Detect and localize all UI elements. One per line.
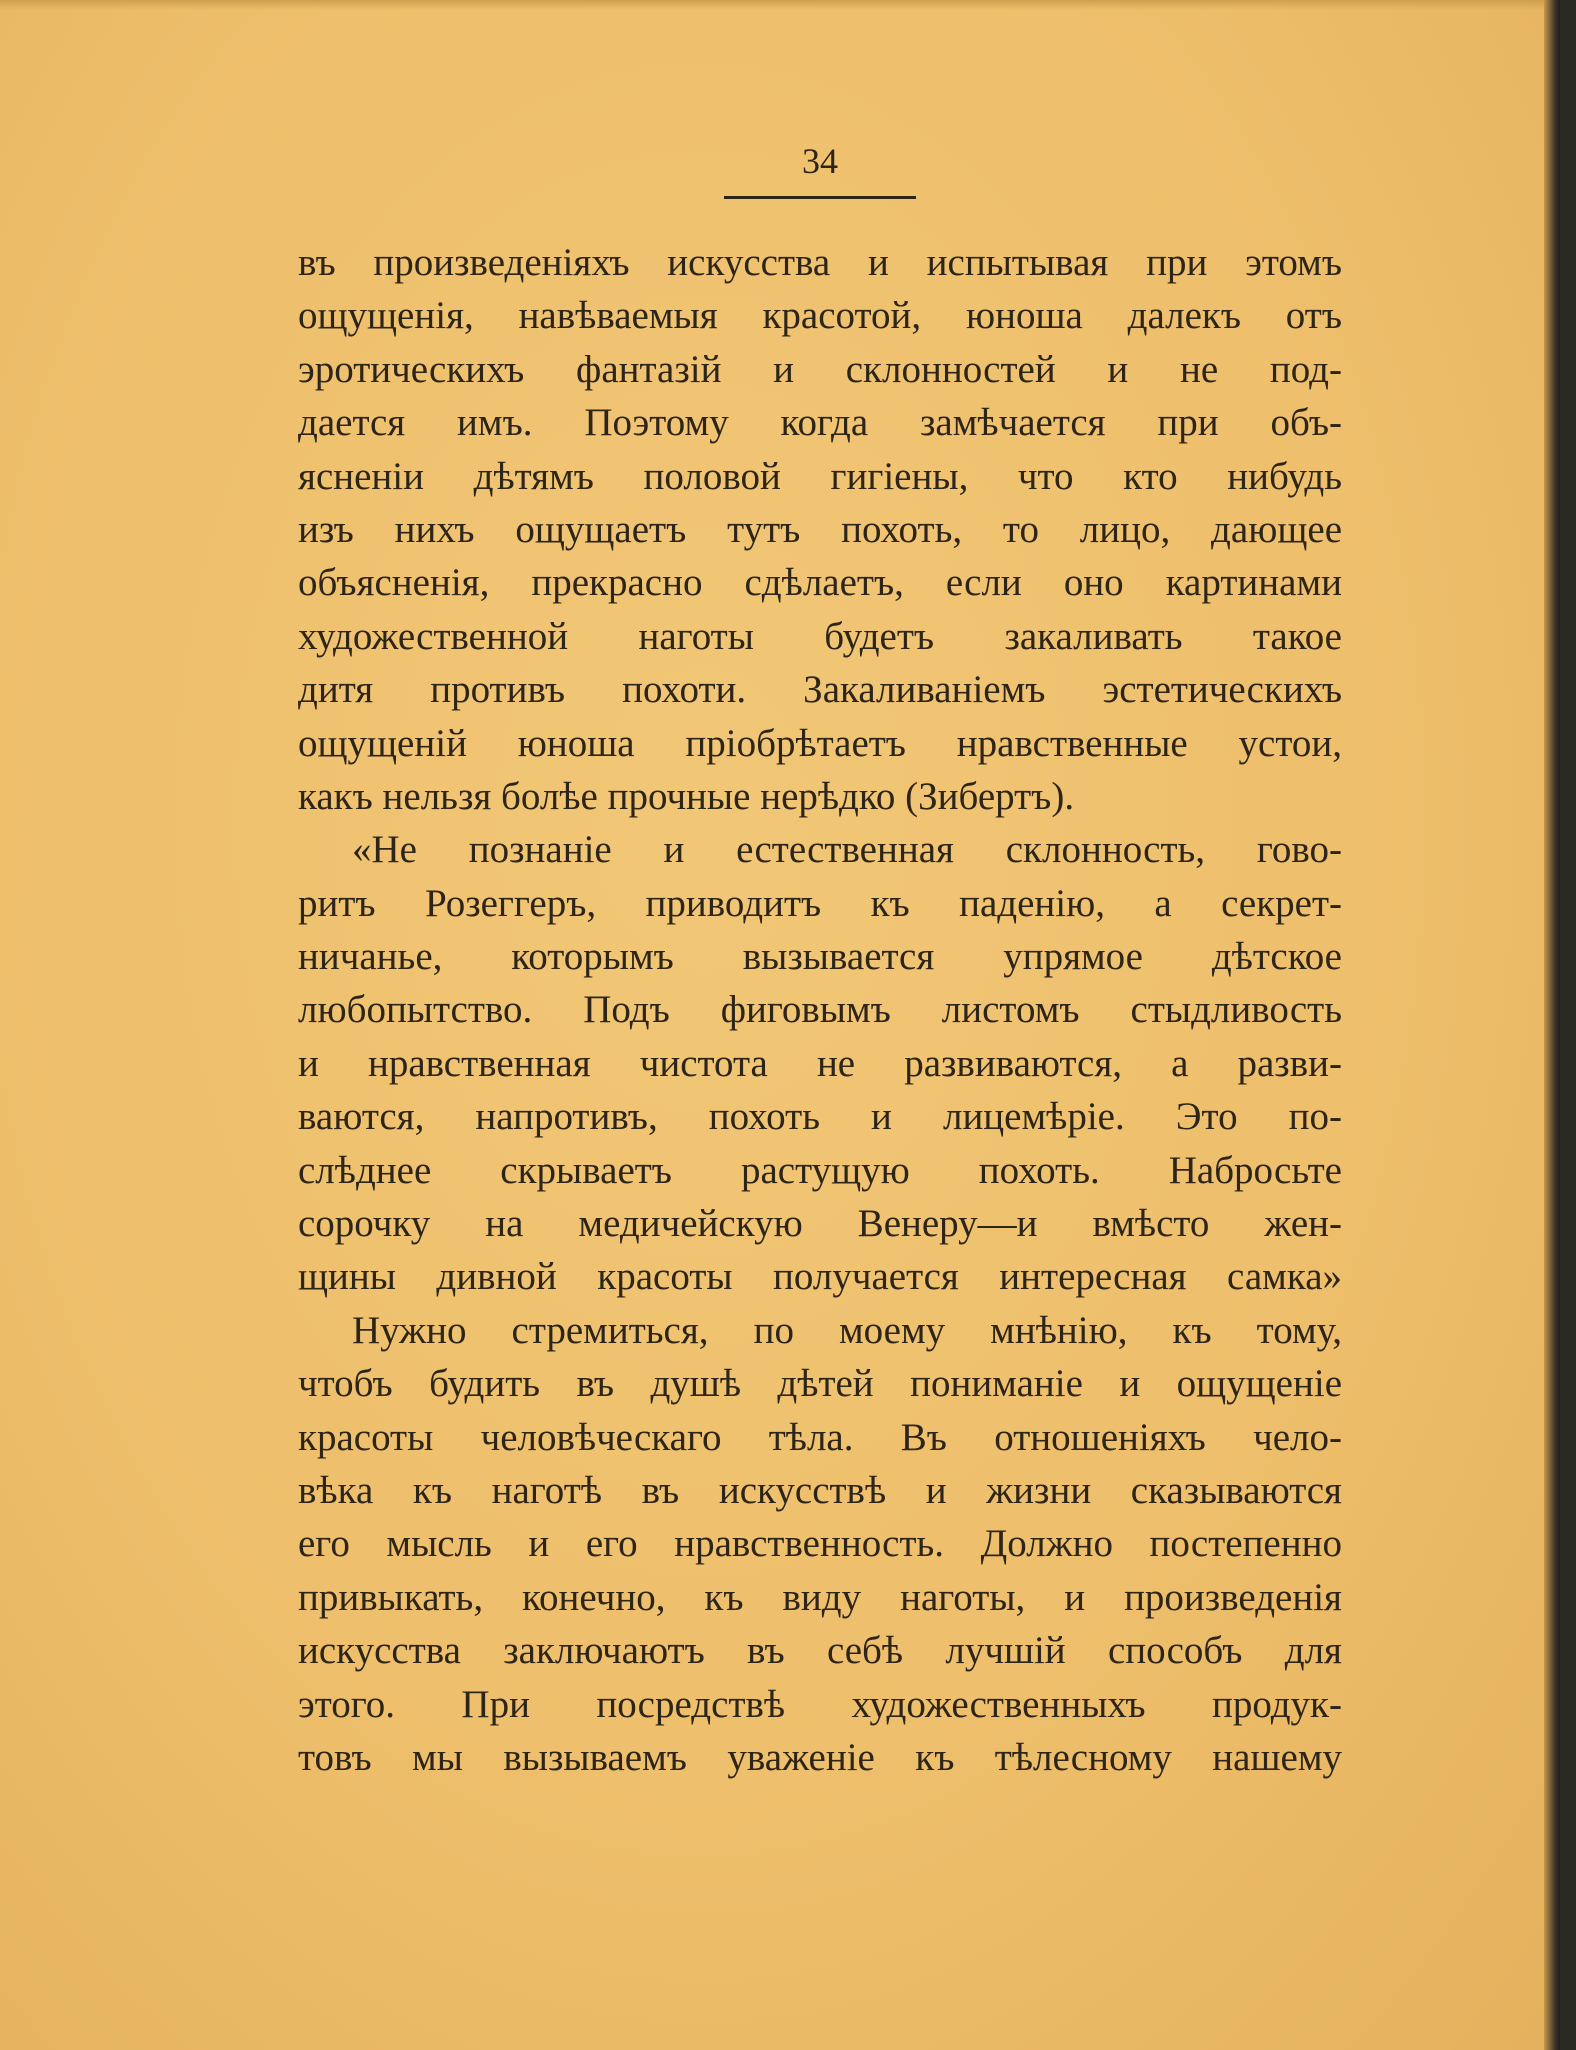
text-line: художественной наготы будетъ закаливать такое xyxy=(298,614,1342,658)
text-line: объясненія, прекрасно сдѣлаетъ, если оно картинами xyxy=(298,561,1342,605)
text-line: въ произведеніяхъ искусства и испытывая при этомъ xyxy=(298,241,1342,284)
text-line: «Не познаніе и естественная склонность, гово- xyxy=(352,828,1342,872)
text-line: вѣка къ наготѣ въ искусствѣ и жизни сказываются xyxy=(298,1468,1342,1512)
page-edge xyxy=(1544,0,1560,2050)
text-line: Нужно стремиться, по моему мнѣнію, къ тому, xyxy=(352,1308,1342,1352)
text-line: дается имъ. Поэтому когда замѣчается при объ- xyxy=(298,401,1342,445)
text-line: ритъ Розеггеръ, приводитъ къ паденію, а секрет- xyxy=(298,881,1342,925)
text-line: и нравственная чистота не развиваются, а разви- xyxy=(298,1041,1342,1085)
text-line: этого. При посредствѣ художественныхъ продук- xyxy=(298,1682,1342,1726)
body-text xyxy=(298,236,1342,1784)
text-line: слѣднее скрываетъ растущую похоть. Набросьте xyxy=(298,1148,1342,1192)
text-line: ощущеній юноша пріобрѣтаетъ нравственные устои, xyxy=(298,721,1342,765)
text-line: изъ нихъ ощущаетъ тутъ похоть, то лицо, дающее xyxy=(298,507,1342,551)
text-line: ничанье, которымъ вызывается упрямое дѣтское xyxy=(298,935,1342,979)
text-line: чтобъ будить въ душѣ дѣтей пониманіе и ощущеніе xyxy=(298,1362,1342,1406)
text-line: любопытство. Подъ фиговымъ листомъ стыдливость xyxy=(298,988,1342,1032)
header-rule xyxy=(724,196,916,199)
text-line: ощущенія, навѣваемыя красотой, юноша далекъ отъ xyxy=(298,294,1342,338)
text-line: какъ нельзя болѣе прочные нерѣдко (Зибертъ). xyxy=(298,774,1075,818)
text-line: дитя противъ похоти. Закаливаніемъ эстетическихъ xyxy=(298,668,1342,712)
text-line: его мысль и его нравственность. Должно постепенно xyxy=(298,1522,1342,1566)
text-line: сорочку на медичейскую Венеру—и вмѣсто жен- xyxy=(298,1202,1342,1246)
text-line: привыкать, конечно, къ виду наготы, и произведенія xyxy=(298,1575,1342,1619)
page-top-edge xyxy=(0,0,1560,10)
text-line: искусства заключаютъ въ себѣ лучшій способъ для xyxy=(298,1629,1342,1673)
text-line: ваются, напротивъ, похоть и лицемѣріе. Это по- xyxy=(298,1095,1342,1139)
text-line: ясненіи дѣтямъ половой гигіены, что кто нибудь xyxy=(298,454,1342,498)
text-line: эротическихъ фантазій и склонностей и не под- xyxy=(298,347,1342,391)
text-line: товъ мы вызываемъ уваженіе къ тѣлесному нашему xyxy=(298,1735,1342,1779)
page-number: 34 xyxy=(802,141,838,181)
text-line: красоты человѣческаго тѣла. Въ отношеніяхъ чело- xyxy=(298,1415,1342,1459)
text-line: щины дивной красоты получается интересная самка» xyxy=(298,1255,1342,1299)
